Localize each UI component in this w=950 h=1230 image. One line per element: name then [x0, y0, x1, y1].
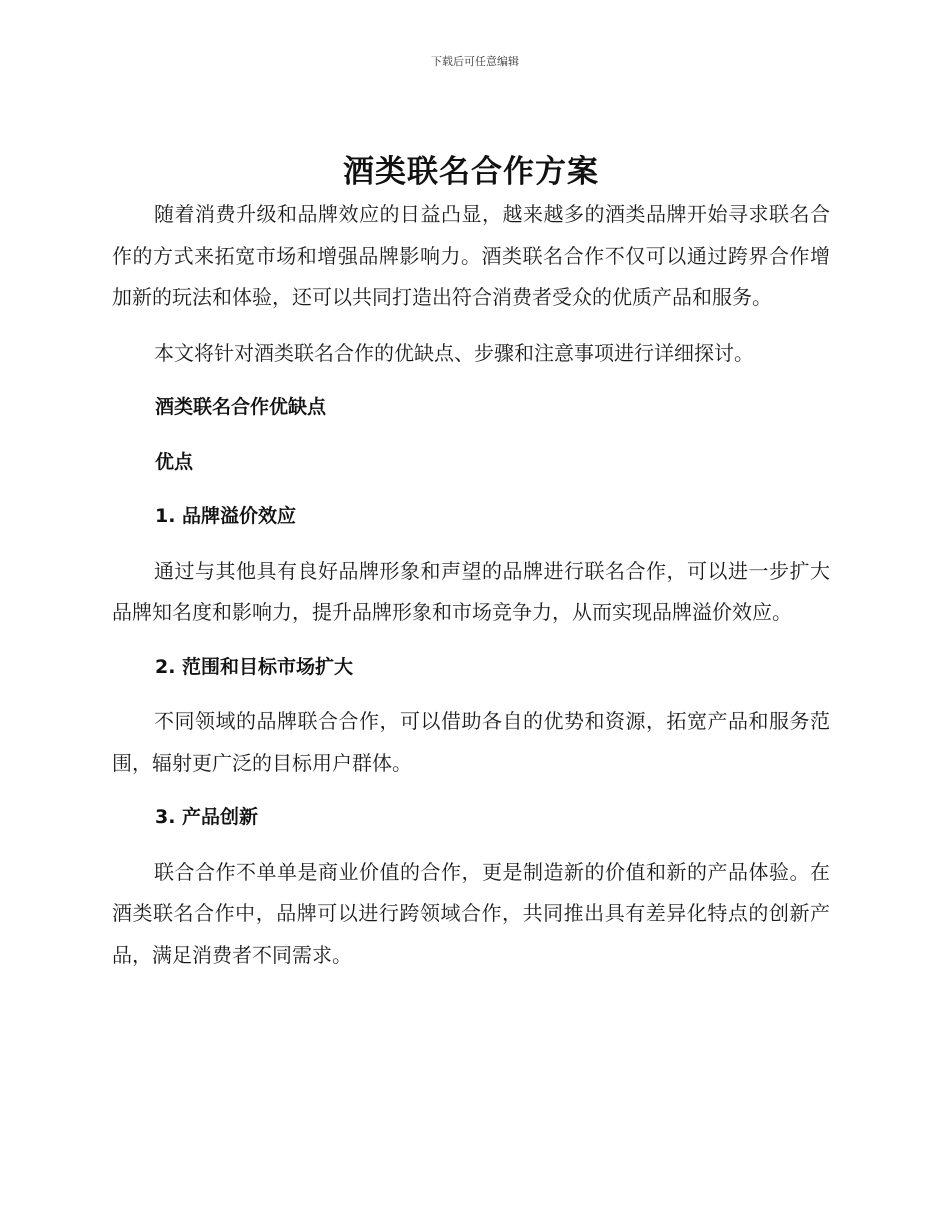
point-body-1: 通过与其他具有良好品牌形象和声望的品牌进行联名合作，可以进一步扩大品牌知名度和影响力，提升品牌形象和市场竞争力，从而实现品牌溢价效应。 — [112, 558, 830, 624]
section-heading: 酒类联名合作优缺点 — [155, 396, 327, 418]
subsection-heading: 优点 — [155, 450, 194, 473]
point-body-3: 联合合作不单单是商业价值的合作，更是制造新的价值和新的产品体验。在酒类联名合作中，品牌可以进行跨领域合作，共同推出具有差异化特点的创新产品，满足消费者不同需求。 — [112, 859, 830, 967]
point-heading-1: 1. 品牌溢价效应 — [155, 505, 297, 527]
document-body — [112, 150, 830, 976]
page-header-note: 下载后可任意编辑 — [431, 55, 519, 68]
document-title: 酒类联名合作方案 — [343, 154, 599, 190]
intro-paragraph-1: 随着消费升级和品牌效应的日益凸显，越来越多的酒类品牌开始寻求联名合作的方式来拓宽市场和增强品牌影响力。酒类联名合作不仅可以通过跨界合作增加新的玩法和体验，还可以共同打造出符合消费者受众的优质产品和服务。 — [112, 202, 830, 309]
intro-paragraph-2: 本文将针对酒类联名合作的优缺点、步骤和注意事项进行详细探讨。 — [154, 340, 754, 365]
point-heading-3: 3. 产品创新 — [155, 806, 259, 828]
point-body-2: 不同领域的品牌联合合作，可以借助各自的优势和资源，拓宽产品和服务范围，辐射更广泛的目标用户群体。 — [112, 709, 830, 775]
point-heading-2: 2. 范围和目标市场扩大 — [155, 655, 354, 678]
